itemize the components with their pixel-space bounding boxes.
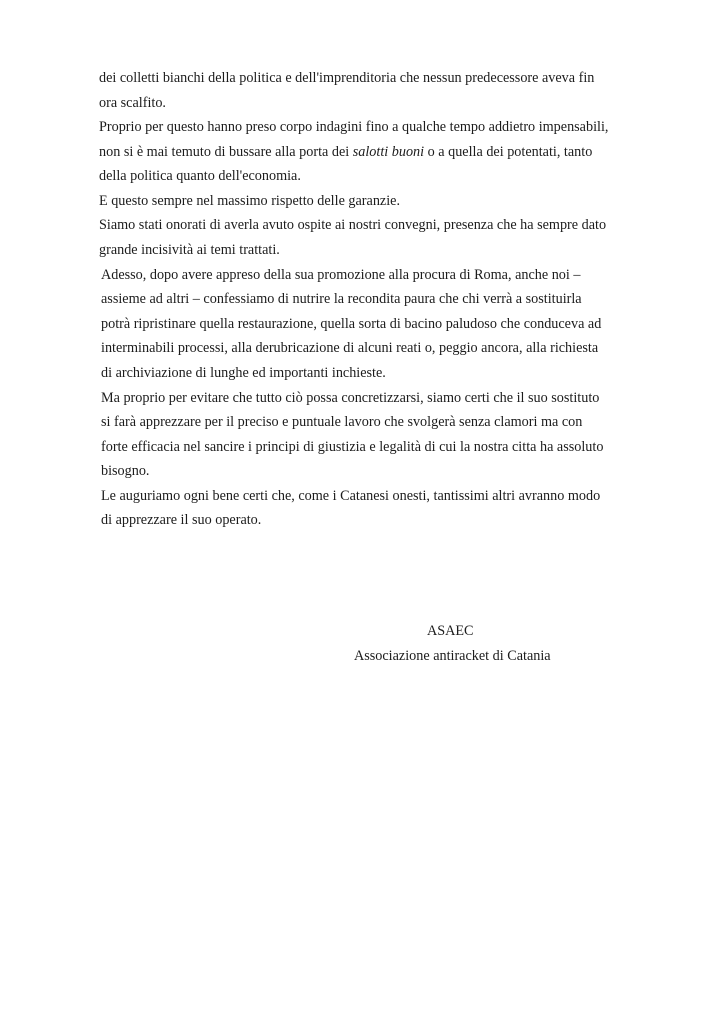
body-line-18: Le auguriamo ogni bene certi che, come i Catanesi onesti, tantissimi altri avranno modo xyxy=(101,488,601,504)
body-line-7: Siamo stati onorati di averla avuto ospite ai nostri convegni, presenza che ha sempre dato xyxy=(99,217,607,233)
body-line-5: della politica quanto dell'economia. xyxy=(99,168,301,184)
body-line-9: Adesso, dopo avere appreso della sua promozione alla procura di Roma, anche noi – xyxy=(101,267,581,283)
body-line-4-end: o a quella dei potentati, tanto xyxy=(424,144,593,160)
body-line-6: E questo sempre nel massimo rispetto delle garanzie. xyxy=(99,193,400,209)
body-line-1: dei colletti bianchi della politica e dell'imprenditoria che nessun predecessore aveva fin xyxy=(99,70,595,86)
body-line-17: bisogno. xyxy=(101,463,150,479)
body-line-13: di archiviazione di lunghe ed importanti inchieste. xyxy=(101,365,386,381)
body-line-15: si farà apprezzare per il preciso e puntuale lavoro che svolgerà senza clamori ma con xyxy=(101,414,583,430)
body-line-16: forte efficacia nel sancire i principi di giustizia e legalità di cui la nostra citta ha assoluto xyxy=(101,439,604,455)
body-line-4-italic: salotti buoni xyxy=(352,144,425,160)
body-line-11: potrà ripristinare quella restaurazione, quella sorta di bacino paludoso che conduceva ad xyxy=(101,316,602,332)
body-line-2: ora scalfito. xyxy=(99,95,166,111)
body-line-3: Proprio per questo hanno preso corpo indagini fino a qualche tempo addietro impensabili, xyxy=(99,119,609,135)
body-line-4-start: non si è mai temuto di bussare alla porta dei xyxy=(99,144,353,160)
body-line-12: interminabili processi, alla derubricazione di alcuni reati o, peggio ancora, alla richiesta xyxy=(101,340,599,356)
body-line-14: Ma proprio per evitare che tutto ciò possa concretizzarsi, siamo certi che il suo sostituto xyxy=(101,390,600,406)
body-line-10: assieme ad altri – confessiamo di nutrire la recondita paura che chi verrà a sostituirla xyxy=(101,291,582,307)
signature-name: ASAEC xyxy=(427,623,474,639)
body-line-8: grande incisività ai temi trattati. xyxy=(99,242,280,258)
body-line-4 xyxy=(99,143,592,161)
signature-organization: Associazione antiracket di Catania xyxy=(354,648,551,664)
body-line-19: di apprezzare il suo operato. xyxy=(101,512,262,528)
